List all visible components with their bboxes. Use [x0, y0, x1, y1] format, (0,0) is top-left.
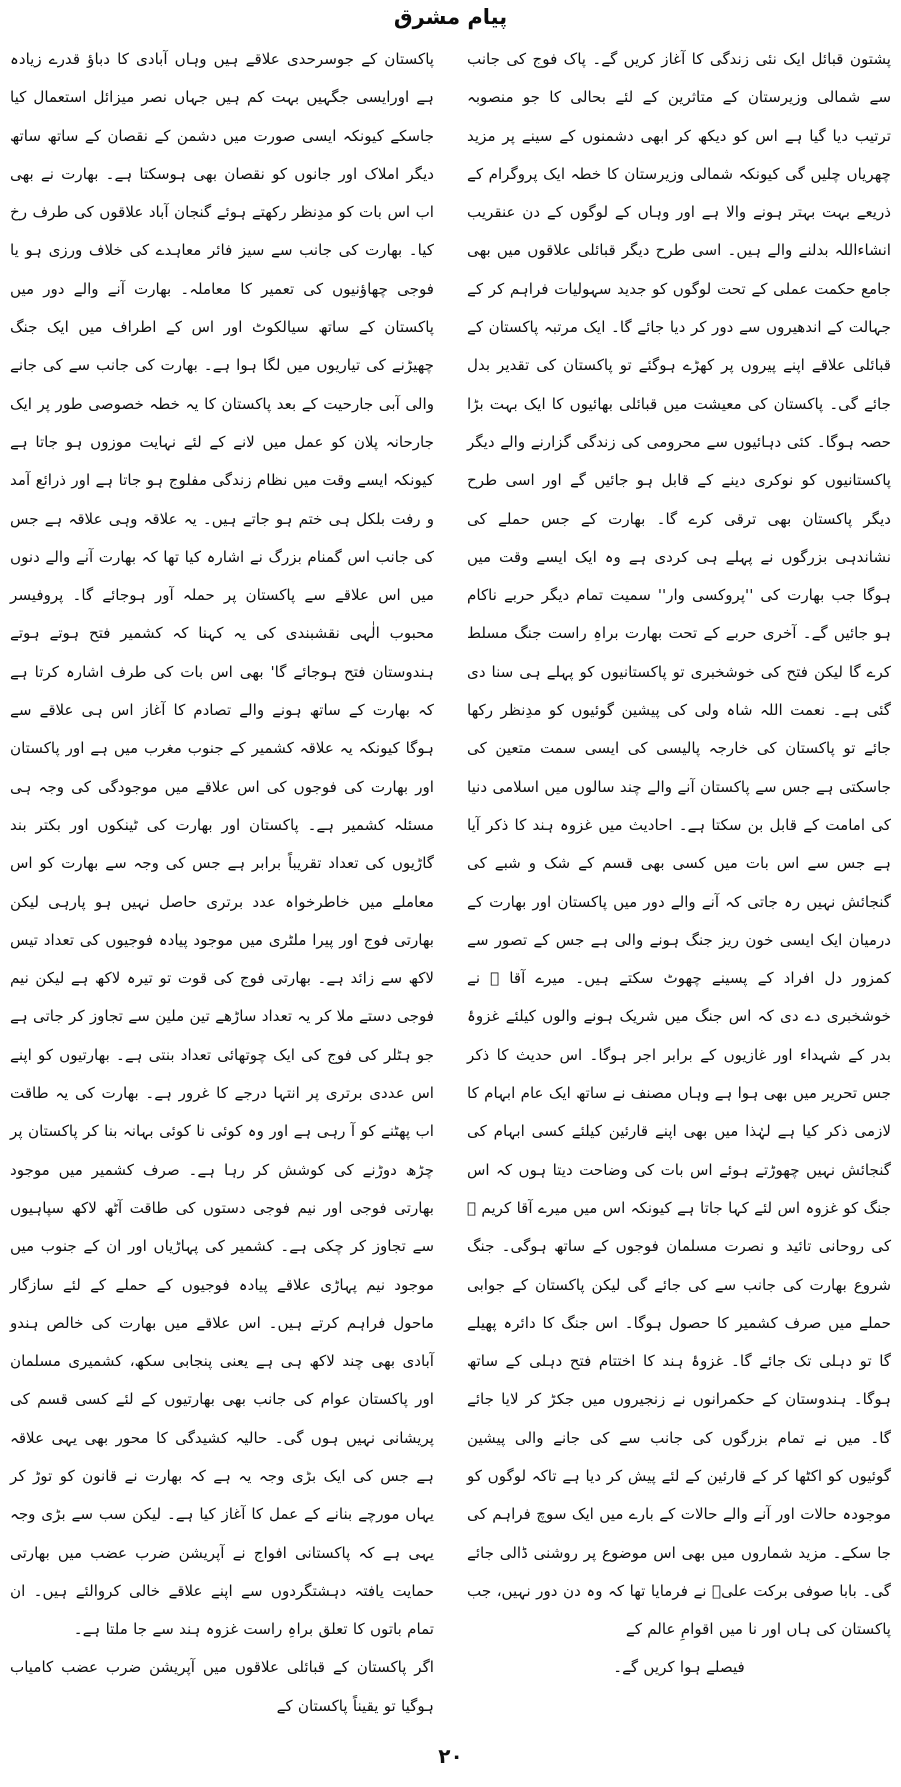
- page-footer: [0, 1725, 901, 1787]
- page-masthead: [0, 0, 901, 34]
- masthead-title: پیام مشرق: [393, 4, 508, 29]
- page-number: ۲۰: [438, 1744, 463, 1769]
- article-body: [0, 34, 901, 1725]
- paragraph-left-closing: فیصلے ہوا کریں گے۔: [613, 1658, 745, 1677]
- paragraph-right-1: پاکستان کے جوسرحدی علاقے ہیں وہاں آبادی کا دباؤ قدرے زیادہ ہے اورایسی جگہیں بہت کم ہیں جہاں نصر میزائل استعمال کیا جاسکے کیونکہ ایسی صورت میں دشمن کے نقصان کے ساتھ ساتھ دیگر املاک اور جانوں کو نقصان بھی ہوسکتا ہے۔ بھارت نے بھی اب اس بات کو مدِنظر رکھتے ہوئے گنجان آباد علاقوں کی طرف رخ کیا۔ بھارت کی جانب سے سیز فائر معاہدے کی خلاف ورزی ہو یا فوجی چھاؤنیوں کی تعمیر کا معاملہ۔ بھارت آنے والے دور میں پاکستان کے ساتھ سیالکوٹ اور اس کے اطراف میں ایک جنگ چھیڑنے کی تیاریوں میں لگا ہوا ہے۔ بھارت کی جانب سے کی جانے والی آبی جارحیت کے بعد پاکستان کا یہ خطہ خصوصی طور پر ایک جارحانہ پلان کو عمل میں لانے کے لئے نہایت موزوں ہو جاتا ہے کیونکہ ایسے وقت میں نظام زندگی مفلوج ہو جاتا ہے اور ذرائع آمد و رفت بلکل ہی ختم ہو جاتے ہیں۔ یہ علاقہ وہی علاقہ ہے جس کی جانب اس گمنام بزرگ نے اشارہ کیا تھا کہ بھارت آنے والے دنوں میں اس علاقے سے پاکستان پر حملہ آور ہوجائے گا۔ پروفیسر محبوب الٰہی نقشبندی کی یہ کہنا کہ کشمیر فتح ہوتے ہوتے ہندوستان فتح ہوجائے گا' بھی اس بات کی طرف اشارہ کرتا ہے کہ بھارت کے ساتھ ہونے والے تصادم کا آغاز اس ہی علاقے سے ہوگا کیونکہ یہ علاقہ کشمیر کے جنوب مغرب میں ہے اور پاکستان اور بھارت کی فوجوں کی اس علاقے میں موجودگی کی وجہ ہی مسئلہ کشمیر ہے۔ پاکستان اور بھارت کی ٹینکوں اور بکتر بند گاڑیوں کی تعداد تقریباً برابر ہے جس کی وجہ سے بھارت کو اس معاملے میں خاطرخواہ عدد برتری حاصل نہیں ہو پارہی لیکن بھارتی فوج اور پیرا ملٹری میں موجود پیادہ فوجیوں کی تعداد تیس لاکھ سے زائد ہے۔ بھارتی فوج کی قوت تو تیرہ لاکھ ہے لیکن نیم فوجی دستے ملا کر یہ تعداد ساڑھے تین ملین سے تجاوز کر جاتی ہے جو ہٹلر کی فوج کی ایک چوتھائی تعداد بنتی ہے۔ بھارتیوں کو اپنے اس عددی برتری پر انتہا درجے کا غرور ہے۔ بھارت کی یہ طاقت اب پھٹنے کو آ رہی ہے اور وہ کوئی نا کوئی بہانہ بنا کر پاکستان پر چڑھ دوڑنے کی کوشش کر رہا ہے۔ صرف کشمیر میں موجود بھارتی فوجی اور نیم فوجی دستوں کی طاقت آٹھ لاکھ سپاہیوں سے تجاوز کر چکی ہے۔ کشمیر کی پہاڑیاں اور ان کے جنوب میں موجود نیم پہاڑی علاقے پیادہ فوجیوں کے حملے کے لئے سازگار ماحول فراہم کرتے ہیں۔ اس علاقے میں بھارت کی خالص ہندو آبادی بھی چند لاکھ ہی ہے یعنی پنجابی سکھ، کشمیری مسلمان اور پاکستان عوام کی جانب بھی بھارتیوں کے لئے کسی قسم کی پریشانی نہیں ہوں گی۔ حالیہ کشیدگی کا محور بھی یہی علاقہ ہے جس کی ایک بڑی وجہ یہ ہے کہ بھارت نے قانون کو توڑ کر یہاں مورچے بنانے کے عمل کا آغاز کیا ہے۔ لیکن سب سے بڑی وجہ یہی ہے کہ پاکستانی افواج نے آپریشن ضرب عضب میں بھارتی حمایت یافتہ دہشتگردوں سے اپنے علاقے خالی کروالئے ہیں۔ ان تمام باتوں کا تعلق براہِ راست غزوہ ہند سے جا ملتا ہے۔: [10, 50, 434, 1639]
- paragraph-left-1: پشتون قبائل ایک نئی زندگی کا آغاز کریں گے۔ پاک فوج کی جانب سے شمالی وزیرستان کے متاثرین کے لئے بحالی کا جو منصوبہ ترتیب دیا گیا ہے اس کو دیکھ کر ابھی دشمنوں کے سینے پر مزید چھریاں چلیں گی کیونکہ شمالی وزیرستان کا خطہ ایک پروگرام کے ذریعے بہت بہتر ہونے والا ہے اور وہاں کے لوگوں کے دن عنقریب انشاءاللہ بدلنے والے ہیں۔ اسی طرح دیگر قبائلی علاقوں میں بھی جامع حکمت عملی کے تحت لوگوں کو جدید سہولیات فراہم کر کے جہالت کے اندھیروں سے دور کر دیا جائے گا۔ ایک مرتبہ پاکستان کے قبائلی علاقے اپنے پیروں پر کھڑے ہوگئے تو پاکستان کی تقدیر بدل جائے گی۔ پاکستان کی معیشت میں قبائلی بھائیوں کا ایک بہت بڑا حصہ ہوگا۔ کئی دہائیوں سے محرومی کی زندگی گزارنے والے دیگر پاکستانیوں کو نوکری دینے کے قابل ہو جائیں گے اور اسی طرح دیگر پاکستان بھی ترقی کرے گا۔ بھارت کے جس حملے کی نشاندہی بزرگوں نے پہلے ہی کردی ہے وہ ایک ایسے وقت میں ہوگا جب بھارت کی ''پروکسی وار'' سمیت تمام دیگر حربے ناکام ہو جائیں گے۔ آخری حربے کے تحت بھارت براہِ راست جنگ مسلط کرے گا لیکن فتح کی خوشخبری تو پاکستانیوں کو پہلے ہی سنا دی گئی ہے۔ نعمت اللہ شاہ ولی کی پیشین گوئیوں کو مدِنظر رکھا جائے تو پاکستان کی خارجہ پالیسی کی ایسی سمت متعین کی جاسکتی ہے جس سے پاکستان آنے والے چند سالوں میں اسلامی دنیا کی امامت کے قابل بن سکتا ہے۔ احادیث میں غزوہ ہند کا ذکر آیا ہے جس سے اس بات میں کسی بھی قسم کے شک و شبے کی گنجائش نہیں رہ جاتی کہ آنے والے دور میں پاکستان اور بھارت کے درمیان ایک ایسی خون ریز جنگ ہونے والی ہے جس کے تصور سے کمزور دل افراد کے پسینے چھوٹ سکتے ہیں۔ میرے آقا ﷺ نے خوشخبری دے دی کہ اس جنگ میں شریک ہونے والوں کیلئے غزوۂ بدر کے شہداء اور غازیوں کے برابر اجر ہوگا۔ اس حدیث کا ذکر جس تحریر میں بھی ہوا ہے وہاں مصنف نے ساتھ ایک عام ابہام کا لازمی ذکر کیا ہے لہٰذا میں بھی اپنے قارئین کیلئے کسی ابہام کی گنجائش نہیں چھوڑتے ہوئے اس بات کی وضاحت دیتا ہوں کہ اس جنگ کو غزوہ اس لئے کہا جاتا ہے کیونکہ اس میں میرے آقا کریم ﷺ کی روحانی تائید و نصرت مسلمان فوجوں کے ساتھ ہوگی۔ جنگ شروع بھارت کی جانب سے کی جائے گی لیکن پاکستان کے جوابی حملے میں صرف کشمیر کا حصول ہوگا۔ اس جنگ کا دائرہ پھیلے گا تو دہلی تک جائے گا۔ غزوۂ ہند کا اختتام فتح دہلی کے ساتھ ہوگا۔ ہندوستان کے حکمرانوں نے زنجیروں میں جکڑ کر لایا جائے گا۔ میں نے تمام بزرگوں کی جانب سے کی جانے والی پیشین گوئیوں کو اکٹھا کر کے قارئین کے لئے پیش کر دیا ہے تاکہ لوگوں کو موجودہ حالات اور آنے والے حالات کے بارے میں ایک سوچ فراہم کی جا سکے۔ مزید شماروں میں بھی اس موضوع پر روشنی ڈالی جائے گی۔ بابا صوفی برکت علیؒ نے فرمایا تھا کہ وہ دن دور نہیں، جب پاکستان کی ہاں اور نا میں اقوامِ عالم کے: [467, 50, 891, 1639]
- text-column-left: [467, 40, 891, 1687]
- text-column-right: [10, 40, 434, 1725]
- paragraph-right-2: اگر پاکستان کے قبائلی علاقوں میں آپریشن ضرب عضب کامیاب ہوگیا تو یقیناً پاکستان کے: [10, 1658, 434, 1715]
